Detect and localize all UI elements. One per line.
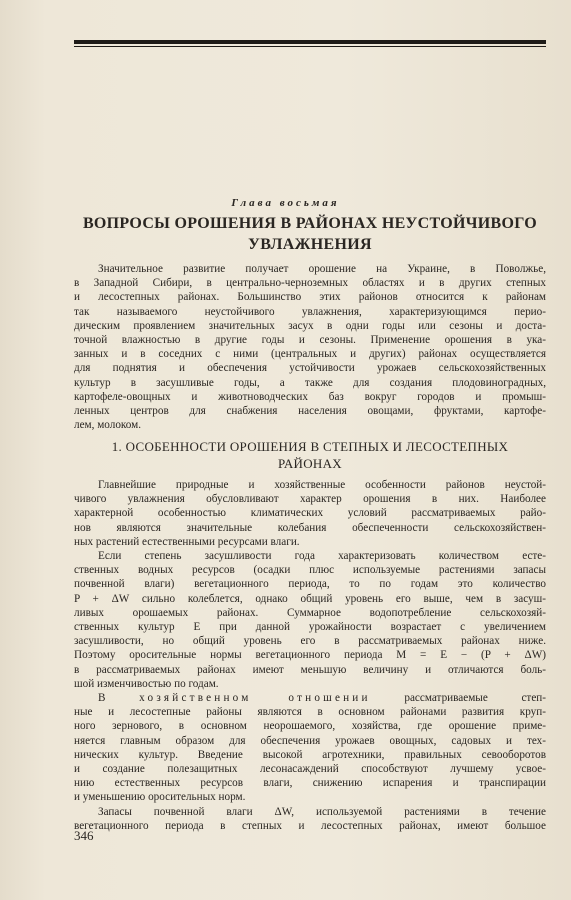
text-line: Если степень засушливости года характеризовать количеством есте- [98, 550, 546, 563]
text-line: ного зернового, в основном неорошаемого, хозяйства, где орошение приме- [74, 720, 546, 733]
text-line: нических культур. Введение высокой агротехники, правильных севооборотов [74, 748, 546, 761]
page-number: 346 [74, 828, 94, 843]
section-title-line: РАЙОНАХ [278, 456, 342, 471]
text-line: почвенной влаги) вегетационного периода, то по годам это количество [74, 578, 546, 591]
text-line: ных растений естественными ресурсами влаги. [74, 535, 300, 548]
text-line: характерной особенностью климатических условий рассматриваемых райо- [74, 507, 546, 520]
text-line: культур в засушливые годы, а также для создания плодовиноградных, [74, 376, 546, 389]
text-line: Запасы почвенной влаги ΔW, используемой растениями в течение [98, 805, 546, 818]
header-rule-thick [74, 40, 546, 44]
text-line: шой изменчивостью по годам. [74, 677, 219, 690]
text-line: Поэтому оросительные нормы вегетационного периода M = E − (P + ΔW) [74, 649, 546, 662]
text-line: Значительное развитие получает орошение на Украине, в Поволжье, [98, 263, 546, 275]
section-title-line: 1. ОСОБЕННОСТИ ОРОШЕНИЯ В СТЕПНЫХ И ЛЕСОСТЕПНЫХ [111, 439, 509, 454]
text-line: няется главным образом для обеспечения урожаев овощных, садовых и тех- [74, 734, 546, 747]
text-line: и уменьшению оросительных норм. [74, 791, 246, 804]
text-line: для поднятия и обеспечения устойчивости урожаев сельскохозяйственных [74, 362, 546, 375]
text-line: ные и лесостепные районы являются в основном районами развития круп- [74, 706, 546, 719]
text-line: засушливости, но общий уровень его в рассматриваемых районах ниже. [74, 635, 546, 648]
text-line: В хозяйственном отношении рассматриваемые степ- [98, 692, 546, 705]
text-line: ленных центров для снабжения населения овощами, фруктами, картофе- [74, 405, 546, 418]
text-line: и лесостепных районах. Большинство этих районов относится к районам [74, 291, 546, 304]
chapter-title-line: УВЛАЖНЕНИЯ [248, 236, 372, 253]
text-line: ственных водных ресурсов (осадки плюс используемые растениями запасы [74, 564, 546, 577]
section-body [74, 478, 546, 833]
text-line: ственных культур E при данной урожайности возрастает с увеличением [74, 621, 546, 634]
text-line: нию естественных ресурсов влаги, снижению испарения и транспирации [74, 777, 546, 790]
header-rule-thin [74, 46, 546, 47]
text-line: дическим проявлением значительных засух в одни годы или сезоны и доста- [74, 319, 546, 332]
text-line: вегетационного периода в степных и лесостепных районах, имеют большое [74, 819, 546, 832]
text-line: P + ΔW сильно колеблется, однако общий уровень его выше, чем в засуш- [74, 592, 546, 605]
chapter-title [74, 213, 546, 255]
chapter-label: Глава восьмая [231, 197, 340, 209]
text-line: нов являются значительные колебания обеспеченности сельскохозяйствен- [74, 521, 546, 534]
text-line: точной влажностью в другие годы и сезоны. Применение орошения в ука- [74, 334, 546, 347]
intro-paragraph [74, 262, 546, 432]
text-line: так называемого неустойчивого увлажнения, характеризующимся перио- [74, 305, 546, 318]
text-line: чивого увлажнения обусловливают характер орошения в них. Наиболее [74, 493, 546, 506]
section-title [74, 438, 546, 472]
text-line: в рассматриваемых районах имеют меньшую величину и отличаются боль- [74, 663, 546, 676]
text-line: в Западной Сибири, в центрально-черноземных областях и в других степных [74, 277, 546, 290]
text-line: ливых орошаемых районах. Суммарное водопотребление сельскохозяй- [74, 606, 546, 619]
text-line: и создание полезащитных лесонасаждений способствуют лучшему усвое- [74, 763, 546, 776]
text-line: Главнейшие природные и хозяйственные особенности районов неустой- [98, 479, 546, 491]
text-line: картофеле-овощных и животноводческих баз вокруг городов и промыш- [74, 390, 546, 403]
text-line: занных и в соседних с ними (центральных и других) районах осуществляется [74, 348, 546, 361]
chapter-title-line: ВОПРОСЫ ОРОШЕНИЯ В РАЙОНАХ НЕУСТОЙЧИВОГО [82, 215, 538, 232]
text-line: лем, молоком. [74, 419, 142, 432]
emphasis-spaced: хозяйственном отношении [139, 692, 371, 705]
